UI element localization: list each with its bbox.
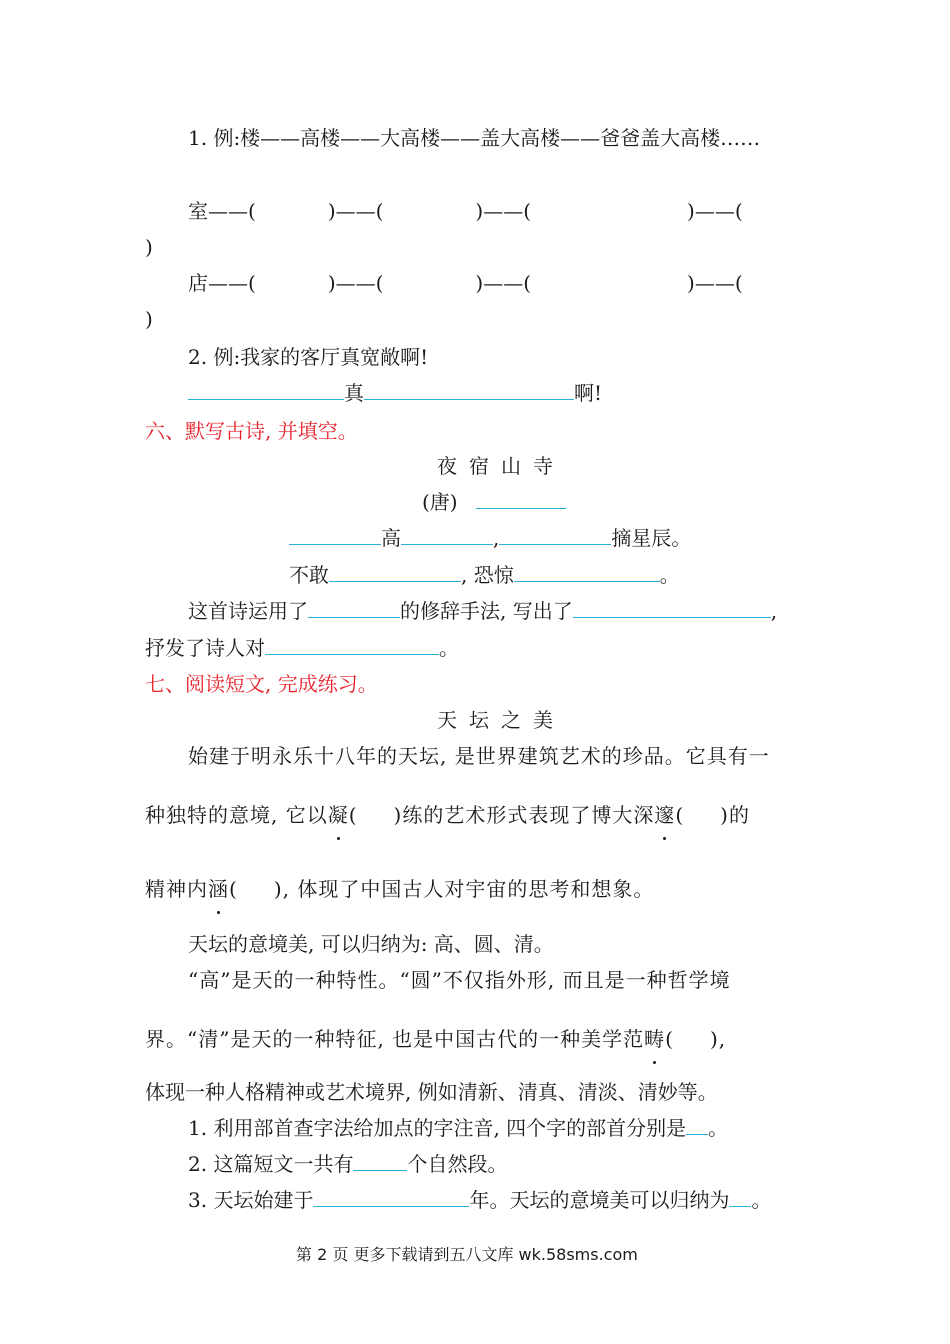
poem-title: 夜宿山寺 bbox=[437, 454, 565, 478]
blank-subject[interactable] bbox=[188, 379, 344, 400]
passage-p3-line2: 界。“清”是天的一种特征, 也是中国古代的一种美学范畴( ), bbox=[145, 1024, 726, 1054]
blank-year[interactable] bbox=[313, 1186, 469, 1207]
poem-author-line: (唐) bbox=[422, 487, 566, 517]
fill-row-room-close: ) bbox=[145, 235, 153, 259]
fill-row-shop: 店——( )——( )——( )——( bbox=[188, 271, 743, 295]
question-2: 2. 这篇短文一共有 个自然段。 bbox=[188, 1152, 508, 1176]
blank-description[interactable] bbox=[364, 379, 574, 400]
q5-example-2: 2. 例:我家的客厅真宽敞啊! bbox=[188, 345, 429, 369]
q5-fill-sentence: 真 啊! bbox=[188, 378, 602, 408]
poem-line-1: 高 , 摘星辰。 bbox=[289, 523, 691, 553]
passage-p2: 天坛的意境美, 可以归纳为: 高、圆、清。 bbox=[188, 932, 554, 956]
section-seven-heading: 七、阅读短文, 完成练习。 bbox=[145, 672, 378, 696]
blank-poem-1[interactable] bbox=[289, 524, 381, 545]
dotted-char-sui: 邃 bbox=[654, 800, 675, 830]
blank-poem-5[interactable] bbox=[514, 561, 660, 582]
fill-row-shop-close: ) bbox=[145, 307, 153, 331]
poem-question-2: 抒发了诗人对 。 bbox=[145, 636, 459, 660]
question-1: 1. 利用部首查字法给加点的字注音, 四个字的部首分别是 。 bbox=[188, 1116, 729, 1140]
blank-feeling[interactable] bbox=[265, 634, 439, 655]
dotted-char-han: 涵 bbox=[208, 874, 229, 904]
section-six-heading: 六、默写古诗, 并填空。 bbox=[145, 419, 358, 443]
passage-p1-line2: 种独特的意境, 它以凝( )练的艺术形式表现了博大深邃( )的 bbox=[145, 800, 750, 830]
passage-p1-line1: 始建于明永乐十八年的天坛, 是世界建筑艺术的珍品。它具有一 bbox=[188, 744, 770, 768]
blank-radicals[interactable] bbox=[686, 1114, 708, 1135]
poem-question-1: 这首诗运用了 的修辞手法, 写出了 , bbox=[188, 599, 778, 623]
poem-line-2: 不敢 , 恐惊 。 bbox=[289, 563, 680, 587]
dotted-char-chou: 畴 bbox=[644, 1024, 665, 1054]
blank-poem-3[interactable] bbox=[499, 524, 611, 545]
blank-author[interactable] bbox=[476, 488, 566, 509]
fill-row-room: 室——( )——( )——( )——( bbox=[188, 199, 743, 223]
passage-p3-line1: “高”是天的一种特性。“圆”不仅指外形, 而且是一种哲学境 bbox=[188, 968, 731, 992]
passage-p1-line3: 精神内涵( ), 体现了中国古人对宇宙的思考和想象。 bbox=[145, 874, 654, 904]
dotted-char-ning: 凝 bbox=[328, 800, 349, 830]
question-3: 3. 天坛始建于 年。天坛的意境美可以归纳为 。 bbox=[188, 1188, 772, 1212]
blank-poem-2[interactable] bbox=[401, 524, 493, 545]
blank-summary[interactable] bbox=[729, 1186, 751, 1207]
q5-example-1: 1. 例:楼——高楼——大高楼——盖大高楼——爸爸盖大高楼…… bbox=[188, 126, 761, 150]
blank-rhetoric[interactable] bbox=[308, 597, 400, 618]
blank-content[interactable] bbox=[573, 597, 771, 618]
blank-poem-4[interactable] bbox=[329, 561, 461, 582]
page-footer: 第 2 页 更多下载请到五八文库 wk.58sms.com bbox=[296, 1245, 638, 1264]
passage-p3-line3: 体现一种人格精神或艺术境界, 例如清新、清真、清淡、清妙等。 bbox=[145, 1080, 718, 1104]
passage-title: 天坛之美 bbox=[437, 708, 565, 732]
blank-paragraph-count[interactable] bbox=[353, 1150, 407, 1171]
